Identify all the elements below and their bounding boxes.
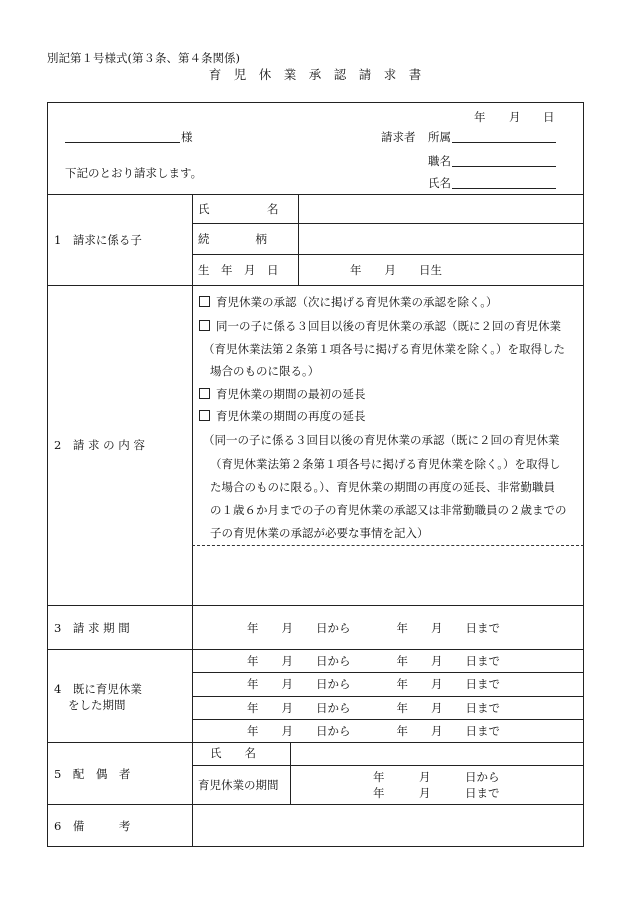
note-line-1: （同一の子に係る３回目以後の育児休業の承認（既に２回の育児休業 [203,433,560,447]
option-third-approval-line2: （育児休業法第２条第１項各号に掲げる育児休業を除く。）を取得した [203,342,566,356]
sec1-field-divider [298,194,299,285]
date-day: 日 [543,110,555,124]
label-column-divider [192,194,193,847]
rule-sec1-row2 [192,254,584,255]
rule-sec1 [47,285,584,286]
date-month: 月 [509,110,521,124]
form-title: 育 児 休 業 承 認 請 求 書 [208,67,422,82]
request-statement: 下記のとおり請求します。 [65,166,203,180]
addressee-suffix: 様 [181,130,193,144]
spouse-period-from: 年 月 日から [373,770,500,784]
sec5-field-divider [290,742,291,804]
sec1-birth-value: 年 月 日生 [350,263,442,277]
checkbox-icon[interactable] [199,410,210,421]
rule-sec4-row1 [192,672,584,673]
position-label: 職名 [428,154,451,168]
remarks-field[interactable] [193,805,583,846]
checkbox-icon[interactable] [199,320,210,331]
sec1-relation-label: 続 柄 [198,232,267,246]
rule-top-section [47,194,584,195]
affiliation-field[interactable] [452,131,556,143]
rule-sec1-row1 [192,223,584,224]
sec1-name-label: 氏 名 [198,202,279,216]
circumstances-field[interactable] [193,546,583,604]
rule-sec4-row3 [192,719,584,720]
note-line-4: の１歳６か月までの子の育児休業の承認又は非常勤職員の２歳までの [210,503,567,517]
option-first-extension[interactable] [199,387,366,401]
position-field[interactable] [452,155,556,167]
spouse-name-label: 氏 名 [210,746,256,760]
sec4-period-row: 年 月 日から 年 月 日まで [247,724,500,738]
sec1-birth-label: 生 年 月 日 [198,263,279,277]
checkbox-icon[interactable] [199,388,210,399]
spouse-period-label: 育児休業の期間 [198,778,279,792]
rule-sec3 [47,649,584,650]
rule-sec4 [47,742,584,743]
checkbox-icon[interactable] [199,296,210,307]
option-third-approval-text: 同一の子に係る３回目以後の育児休業の承認（既に２回の育児休業 [216,319,561,333]
affiliation-label: 所属 [428,130,451,144]
sec1-label: 1 請求に係る子 [54,233,142,247]
option-third-approval-line3: 場合のものに限る。） [210,364,320,378]
note-line-2: （育児休業法第２条第１項各号に掲げる育児休業を除く。）を取得し [210,457,561,471]
sec4-period-row: 年 月 日から 年 月 日まで [247,677,500,691]
sec6-label: 6 備 考 [54,819,131,833]
sec4-label-line2: をした期間 [68,698,126,712]
sec5-label: 5 配 偶 者 [54,767,131,781]
option-approval-text: 育児休業の承認（次に掲げる育児休業の承認を除く。） [216,295,498,309]
option-first-extension-text: 育児休業の期間の最初の延長 [216,387,366,401]
form-reference: 別記第１号様式(第３条、第４条関係) [47,51,240,65]
date-year: 年 [474,110,486,124]
option-second-extension-text: 育児休業の期間の再度の延長 [216,409,366,423]
addressee-field[interactable] [65,131,180,143]
sec4-period-row: 年 月 日から 年 月 日まで [247,654,500,668]
name-field[interactable] [452,177,556,189]
option-approval[interactable] [199,295,498,309]
note-line-3: た場合のものに限る。）、育児休業の期間の再度の延長、非常勤職員 [210,480,555,494]
sec2-label: 2 請 求 の 内 容 [54,438,145,452]
rule-sec5-row1 [192,765,584,766]
option-second-extension[interactable] [199,409,366,423]
name-label: 氏名 [428,176,451,190]
sec3-period: 年 月 日から 年 月 日まで [247,621,500,635]
rule-sec2 [47,605,584,606]
option-third-approval[interactable] [199,319,561,333]
rule-sec4-row2 [192,696,584,697]
sec4-label-line1: 4 既に育児休業 [54,682,142,696]
note-line-5: 子の育児休業の承認が必要な事情を記入） [210,526,429,540]
spouse-period-to: 年 月 日まで [373,786,500,800]
requester-label: 請求者 [381,130,416,144]
sec4-period-row: 年 月 日から 年 月 日まで [247,701,500,715]
sec3-label: 3 請 求 期 間 [54,621,130,635]
